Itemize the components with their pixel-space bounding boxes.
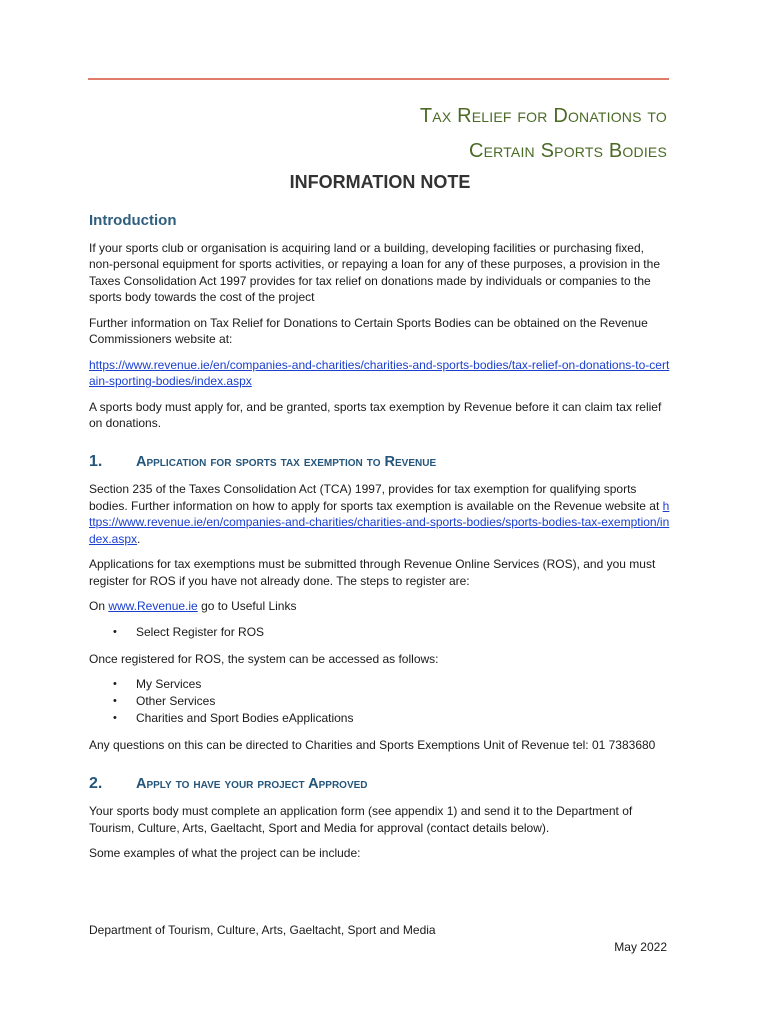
section-1-paragraph-1 [89,481,671,547]
section-1-title: Application for sports tax exemption to Revenue [136,453,437,470]
bullet-icon: • [113,625,117,638]
register-steps-list [89,624,671,641]
ros-access-list [89,676,671,727]
list-item-text: Select Register for ROS [136,624,265,639]
title-line-1: Tax Relief for Donations to [419,105,667,128]
list-item-text: Charities and Sport Bodies eApplications [136,711,354,725]
revenue-exemption-link[interactable]: https://www.revenue.ie/en/companies-and-charities/charities-and-sports-bodies/sports-bodies-tax-exemption/index.aspx [89,498,670,546]
section-1-paragraph-2: Applications for tax exemptions must be submitted through Revenue Online Services (ROS), and you must register for ROS if you have not already done. The steps to register are: [89,557,656,588]
section-1-paragraph-3 [89,598,671,615]
intro-paragraph-3: A sports body must apply for, and be granted, sports tax exemption by Revenue before it can claim tax relief on donations. [89,399,662,430]
section-1-heading [89,454,671,471]
section-2-paragraph-2: Some examples of what the project can be include: [89,846,361,860]
bullet-icon: • [113,678,117,690]
intro-heading: Introduction [89,212,177,229]
section-2-title: Apply to have your project Approved [136,775,368,792]
section-1-number: 1. [89,452,103,470]
list-item-text: My Services [136,677,202,691]
list-item [89,710,671,727]
document-title [107,99,667,169]
list-item-text: Other Services [136,694,216,708]
intro-paragraph-1: If your sports club or organisation is acquiring land or a building, developing facilities or purchasing fixed, non-personal equipment for sports activities, or repaying a loan for any of these purposes, a provision in the Taxes Consolidation Act 1997 provides for tax relief on donations made by individuals or companies to the sports body towards the cost of the project [89,240,660,304]
section-1-paragraph-5: Any questions on this can be directed to Charities and Sports Exemptions Unit of Revenue tel: 01 7383680 [89,738,656,752]
section-2-number: 2. [89,774,103,792]
revenue-donations-link[interactable]: https://www.revenue.ie/en/companies-and-charities/charities-and-sports-bodies/tax-relief-on-donations-to-certain-sporting-bodies/index.aspx [89,357,670,388]
section-2-paragraph-1: Your sports body must complete an application form (see appendix 1) and send it to the Department of Tourism, Culture, Arts, Gaeltacht, Sport and Media for approval (contact details below). [89,804,633,835]
section-2-heading [89,776,671,793]
section-1-p1-text: Section 235 of the Taxes Consolidation Act (TCA) 1997, provides for tax exemption for qualifying sports bodies. Further information on how to apply for sports tax exemption is available on the Revenue website at [89,482,663,513]
document-subtitle: INFORMATION NOTE [289,172,471,192]
footer-date: May 2022 [614,940,667,954]
bullet-icon: • [113,712,117,724]
list-item [89,676,671,693]
intro-link-paragraph [89,357,671,390]
list-item [89,693,671,710]
list-item [89,624,671,641]
header-rule [88,78,669,80]
intro-paragraph-2: Further information on Tax Relief for Donations to Certain Sports Bodies can be obtained on the Revenue Commissioners website at: [89,315,648,346]
document-body [89,213,671,871]
footer-department: Department of Tourism, Culture, Arts, Gaeltacht, Sport and Media [89,923,436,937]
section-1-p3-prefix: On [89,599,109,613]
section-1-paragraph-4: Once registered for ROS, the system can be accessed as follows: [89,651,439,666]
revenue-home-link[interactable]: www.Revenue.ie [108,599,198,613]
bullet-icon: • [113,695,117,707]
section-1-p1-end: . [137,531,141,546]
section-1-p3-suffix: go to Useful Links [197,599,297,613]
title-line-2: Certain Sports Bodies [468,140,667,163]
